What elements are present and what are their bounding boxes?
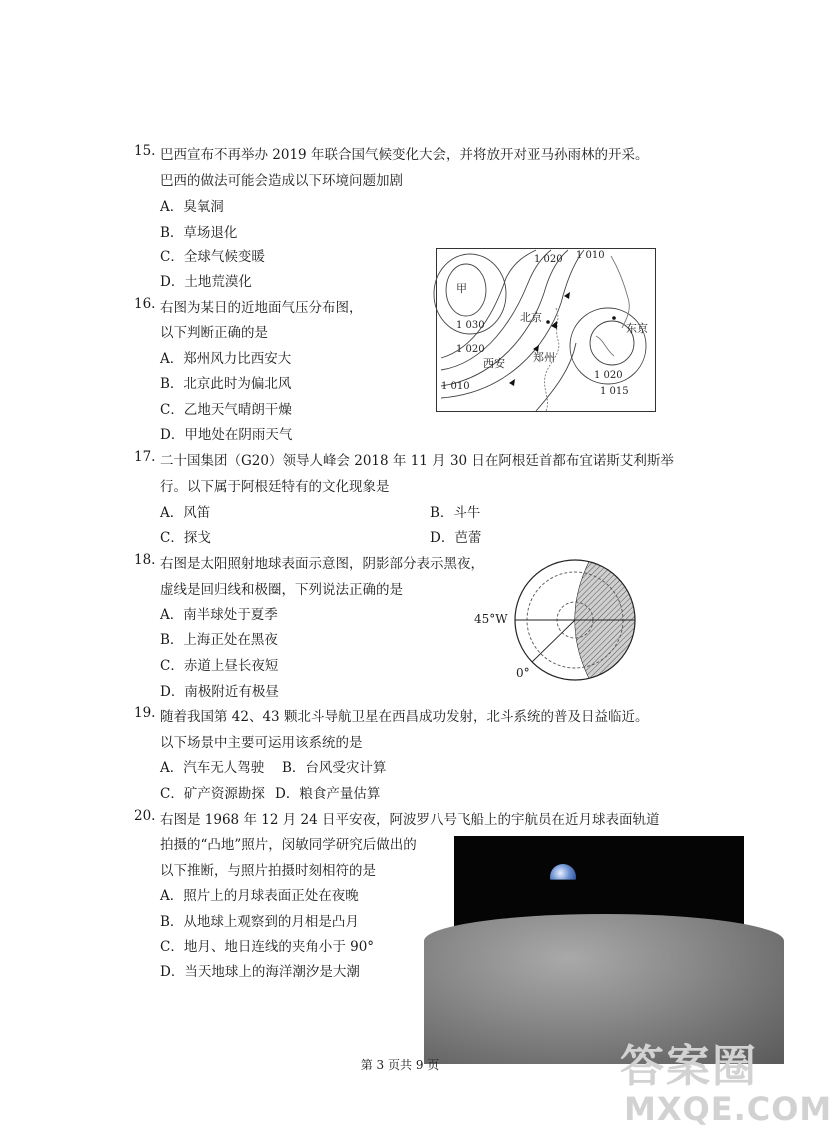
question-number: 19. xyxy=(134,705,156,721)
sun-illumination-diagram xyxy=(470,560,650,690)
option-d: D．粮食产量估算 xyxy=(275,786,381,802)
question-number: 15. xyxy=(134,143,156,159)
option-a: A．臭氧洞 xyxy=(160,199,224,215)
option-d: D．南极附近有极昼 xyxy=(160,684,279,700)
question-number: 20. xyxy=(134,808,156,824)
option-b: B．斗牛 xyxy=(430,505,481,521)
isobar-label: 1 015 xyxy=(600,386,629,397)
question-stem-line: 随着我国第 42、43 颗北斗导航卫星在西昌成功发射，北斗系统的普及日益临近。 xyxy=(160,709,649,725)
watermark-site-text: MXQE.COM xyxy=(624,1090,832,1128)
page-footer: 第 3 页共 9 页 xyxy=(360,1058,440,1072)
option-b: B．北京此时为偏北风 xyxy=(160,376,292,392)
isobar-label: 1 030 xyxy=(456,320,485,331)
isobar-label: 1 010 xyxy=(576,250,605,261)
question-stem-line: 右图为某日的近地面气压分布图， xyxy=(160,300,363,316)
region-label-jia: 甲 xyxy=(456,282,467,295)
question-stem-line: 以下场景中主要可运用该系统的是 xyxy=(160,735,363,751)
watermark-logo-text: 答案圈 xyxy=(620,1041,758,1092)
option-d: D．芭蕾 xyxy=(430,530,482,546)
isobar-label: 1 020 xyxy=(534,254,563,265)
city-label-zhengzhou: 郑州 xyxy=(533,351,555,364)
option-b: B．上海正处在黑夜 xyxy=(160,632,278,648)
option-c: C．全球气候变暖 xyxy=(160,249,265,265)
earth-image xyxy=(550,864,576,890)
option-a: A．风笛 xyxy=(160,505,211,521)
question-stem-line: 二十国集团（G20）领导人峰会 2018 年 11 月 30 日在阿根廷首都布宜诺斯艾利斯举 xyxy=(160,453,674,469)
isobar-label: 1 020 xyxy=(594,370,623,381)
city-label-tokyo: 东京 xyxy=(626,322,648,335)
question-stem-line: 右图是 1968 年 12 月 24 日平安夜，阿波罗八号飞船上的宇航员在近月球表面轨道 xyxy=(160,812,660,828)
option-c: C．矿产资源勘探 xyxy=(160,786,265,802)
option-c: C．地月、地日连线的夹角小于 90° xyxy=(160,939,375,955)
isobar-label: 1 020 xyxy=(456,344,485,355)
option-d: D．土地荒漠化 xyxy=(160,274,252,290)
city-label-xian: 西安 xyxy=(483,357,505,370)
question-number: 18. xyxy=(134,552,156,568)
watermark xyxy=(600,1030,832,1130)
city-label-beijing: 北京 xyxy=(520,311,542,324)
option-a: A．南半球处于夏季 xyxy=(160,607,278,623)
option-c: C．探戈 xyxy=(160,530,211,546)
longitude-label: 45°W xyxy=(474,612,508,626)
option-b: B．草场退化 xyxy=(160,225,238,241)
question-stem-line: 虚线是回归线和极圈，下列说法正确的是 xyxy=(160,582,403,598)
question-stem-line: 以下判断正确的是 xyxy=(160,325,268,341)
option-a: A．照片上的月球表面正处在夜晚 xyxy=(160,888,359,904)
option-b: B．台风受灾计算 xyxy=(282,760,387,776)
earthrise-photo xyxy=(454,836,744,986)
question-stem-line: 右图是太阳照射地球表面示意图，阴影部分表示黑夜， xyxy=(160,556,484,572)
option-d: D．当天地球上的海洋潮汐是大潮 xyxy=(160,964,360,980)
question-stem-line: 行。以下属于阿根廷特有的文化现象是 xyxy=(160,479,390,495)
question-number: 16. xyxy=(134,296,156,312)
option-c: C．赤道上昼长夜短 xyxy=(160,658,279,674)
option-a: A．汽车无人驾驶 xyxy=(160,760,265,776)
question-stem-line: 以下推断，与照片拍摄时刻相符的是 xyxy=(160,863,376,879)
option-a: A．郑州风力比西安大 xyxy=(160,351,292,367)
longitude-label: 0° xyxy=(516,666,530,680)
pressure-map-figure xyxy=(436,248,656,412)
question-stem-line: 巴西宣布不再举办 2019 年联合国气候变化大会，并将放开对亚马孙雨林的开采。 xyxy=(160,147,649,163)
question-stem-line: 拍摄的“凸地”照片，闵敏同学研究后做出的 xyxy=(160,837,417,853)
option-b: B．从地球上观察到的月相是凸月 xyxy=(160,914,359,930)
option-c: C．乙地天气晴朗干燥 xyxy=(160,402,292,418)
isobar-label: 1 010 xyxy=(441,381,470,392)
question-number: 17. xyxy=(134,449,156,465)
option-d: D．甲地处在阴雨天气 xyxy=(160,427,293,443)
question-stem-line: 巴西的做法可能会造成以下环境问题加剧 xyxy=(160,173,403,189)
